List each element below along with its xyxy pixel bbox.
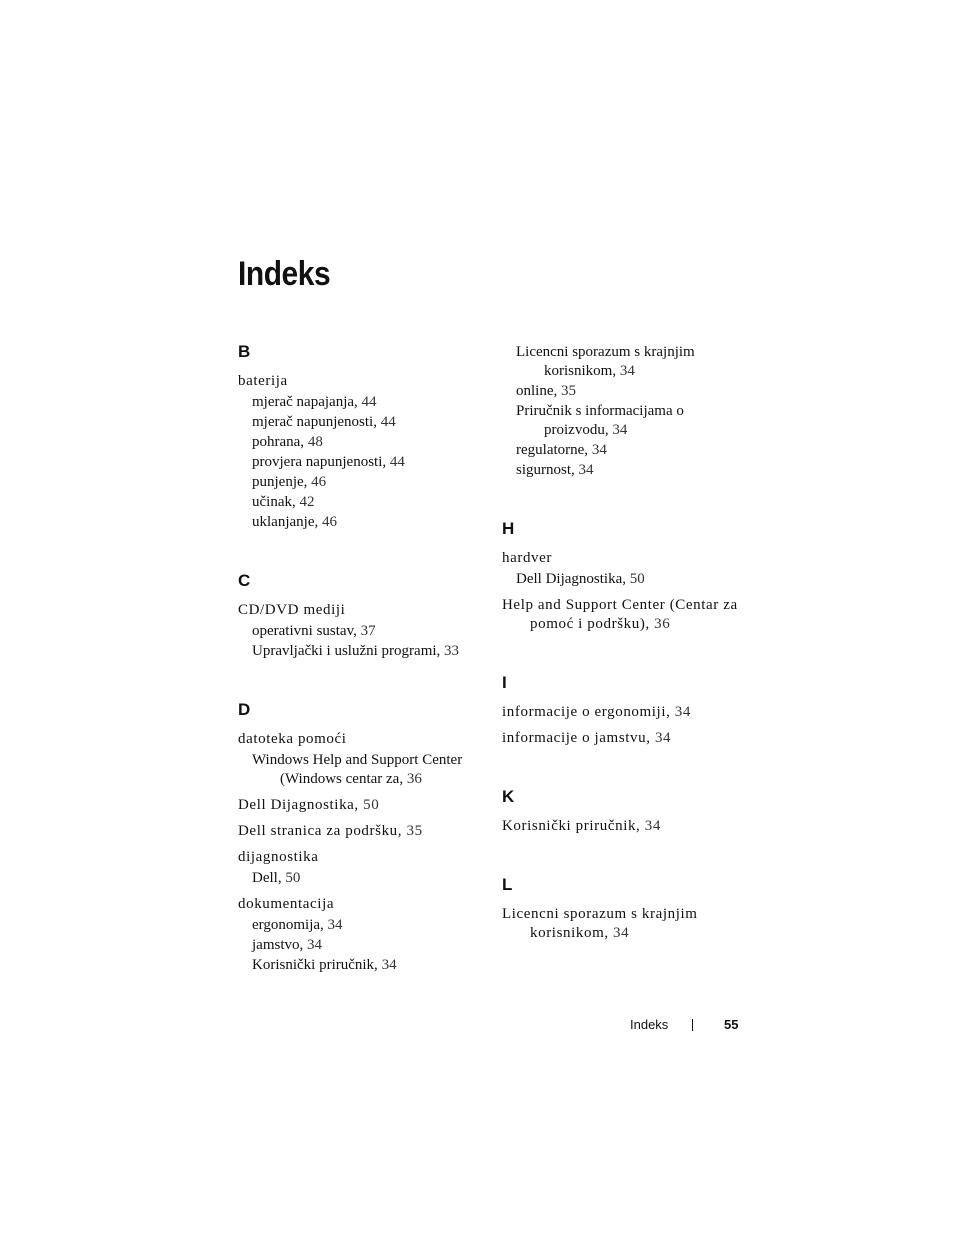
section-letter-h: H — [502, 519, 515, 538]
sub-entry — [238, 493, 483, 512]
page-footer — [0, 1016, 954, 1034]
term-text: Dell stranica za podršku, — [238, 823, 403, 839]
sub-text: operativni sustav, — [252, 623, 357, 639]
sub-entry — [238, 622, 483, 641]
page-ref: 42 — [299, 494, 315, 510]
sub-entry — [502, 382, 752, 401]
entry-term — [238, 822, 483, 841]
page-ref: 34 — [327, 917, 343, 933]
index-entry-cd-dvd — [238, 601, 483, 661]
sub-text: uklanjanje, — [252, 514, 319, 530]
page-ref: 34 — [578, 462, 594, 478]
entry-term — [502, 729, 752, 748]
page-ref: 48 — [307, 434, 323, 450]
sub-text: Dell, — [252, 870, 282, 886]
page-ref: 34 — [674, 704, 691, 720]
index-section-l — [502, 874, 752, 943]
sub-list — [238, 916, 483, 975]
page-ref: 34 — [644, 818, 661, 834]
sub-entry — [238, 936, 483, 955]
index-entry-baterija — [238, 372, 483, 532]
index-section-c — [238, 570, 483, 661]
term-text: Licencni sporazum s krajnjim korisnikom, — [502, 906, 698, 941]
page-ref: 34 — [612, 422, 628, 438]
term-text: informacije o ergonomiji, — [502, 704, 671, 720]
entry-term — [502, 703, 752, 722]
section-letter-l: L — [502, 875, 513, 894]
page-ref: 33 — [444, 643, 460, 659]
page-ref: 46 — [311, 474, 327, 490]
sub-list — [238, 393, 483, 532]
sub-text: online, — [516, 383, 558, 399]
entry-term — [502, 905, 752, 943]
index-entry-help-support — [502, 596, 752, 634]
index-entry-dijagnostika — [238, 848, 483, 888]
page-ref: 44 — [389, 454, 405, 470]
sub-text: mjerač napunjenosti, — [252, 414, 377, 430]
term-text: Dell Dijagnostika, — [238, 797, 359, 813]
index-section-d — [238, 699, 483, 975]
page-ref: 36 — [654, 616, 671, 632]
sub-text: Licencni sporazum s krajnjim korisnikom, — [516, 344, 695, 379]
sub-entry — [238, 869, 483, 888]
index-column-right — [502, 341, 752, 950]
sub-list — [238, 869, 483, 888]
sub-text: punjenje, — [252, 474, 308, 490]
sub-text: Dell Dijagnostika, — [516, 571, 626, 587]
sub-entry — [238, 751, 483, 789]
sub-entry — [238, 393, 483, 412]
sub-text: provjera napunjenosti, — [252, 454, 387, 470]
sub-entry — [238, 513, 483, 532]
entry-term: dijagnostika — [238, 849, 319, 865]
index-section-h — [502, 518, 752, 634]
page-ref: 35 — [406, 823, 423, 839]
sub-text: Windows Help and Support Center (Windows centar za, — [252, 752, 463, 787]
sub-text: sigurnost, — [516, 462, 575, 478]
sub-entry — [502, 402, 752, 440]
page-ref: 50 — [285, 870, 301, 886]
sub-entry — [238, 453, 483, 472]
page-ref: 34 — [381, 957, 397, 973]
page-ref: 50 — [363, 797, 380, 813]
sub-entry — [238, 473, 483, 492]
sub-entry — [238, 413, 483, 432]
index-entry-licencni-sporazum — [502, 905, 752, 943]
section-letter-d: D — [238, 700, 251, 719]
page-ref: 34 — [591, 442, 607, 458]
sub-entry — [502, 461, 752, 480]
section-letter-b: B — [238, 342, 251, 361]
sub-text: mjerač napajanja, — [252, 394, 358, 410]
sub-text: regulatorne, — [516, 442, 589, 458]
page-ref: 36 — [406, 771, 422, 787]
sub-text: Korisnički priručnik, — [252, 957, 378, 973]
sub-text: Upravljački i uslužni programi, — [252, 643, 441, 659]
entry-term — [502, 596, 752, 634]
index-continuation — [502, 343, 752, 480]
page-ref: 46 — [321, 514, 337, 530]
sub-text: ergonomija, — [252, 917, 324, 933]
index-section-b — [238, 341, 483, 532]
footer-separator — [692, 1019, 693, 1031]
entry-term — [238, 796, 483, 815]
entry-term: hardver — [502, 550, 553, 566]
page-title: Indeks — [238, 255, 331, 293]
sub-list — [238, 751, 483, 789]
sub-entry — [502, 570, 752, 589]
index-section-k — [502, 786, 752, 836]
sub-entry — [502, 343, 752, 381]
sub-list — [502, 570, 752, 589]
entry-term: baterija — [238, 373, 288, 389]
term-text: informacije o jamstvu, — [502, 730, 651, 746]
sub-entry — [238, 433, 483, 452]
sub-entry — [502, 441, 752, 460]
entry-term — [502, 817, 752, 836]
page-ref: 44 — [380, 414, 396, 430]
index-entry-dell-stranica — [238, 822, 483, 841]
footer-label: Indeks — [630, 1017, 669, 1032]
term-text: Help and Support Center (Centar za pomoć i podršku), — [502, 597, 738, 632]
index-entry-datoteka-pomoci — [238, 730, 483, 789]
term-text: Korisnički priručnik, — [502, 818, 641, 834]
sub-text: pohrana, — [252, 434, 305, 450]
page-ref: 50 — [629, 571, 645, 587]
page-ref: 34 — [307, 937, 322, 953]
entry-term: dokumentacija — [238, 896, 335, 912]
page-ref: 44 — [361, 394, 377, 410]
page-ref: 34 — [613, 925, 630, 941]
index-section-i — [502, 672, 752, 748]
page-ref: 37 — [360, 623, 376, 639]
entry-term: datoteka pomoći — [238, 731, 347, 747]
index-entry-jamstvo — [502, 729, 752, 748]
index-entry-dell-dijagnostika — [238, 796, 483, 815]
section-letter-c: C — [238, 571, 251, 590]
page-ref: 34 — [654, 730, 672, 746]
sub-entry — [238, 642, 483, 661]
section-letter-i: I — [502, 673, 507, 692]
page-ref: 35 — [561, 383, 576, 399]
index-column-left — [238, 341, 483, 982]
sub-text: jamstvo, — [252, 937, 304, 953]
page-number: 55 — [724, 1017, 739, 1032]
sub-text: učinak, — [252, 494, 296, 510]
index-entry-korisnicki-prirucnik — [502, 817, 752, 836]
sub-entry — [238, 956, 483, 975]
sub-entry — [238, 916, 483, 935]
index-entry-dokumentacija — [238, 895, 483, 975]
section-letter-k: K — [502, 787, 515, 806]
entry-term: CD/DVD mediji — [238, 602, 346, 618]
sub-text: Priručnik s informacijama o proizvodu, — [516, 403, 684, 438]
index-entry-hardver — [502, 549, 752, 589]
page-ref: 34 — [619, 363, 635, 379]
index-entry-ergonomija — [502, 703, 752, 722]
sub-list — [238, 622, 483, 661]
